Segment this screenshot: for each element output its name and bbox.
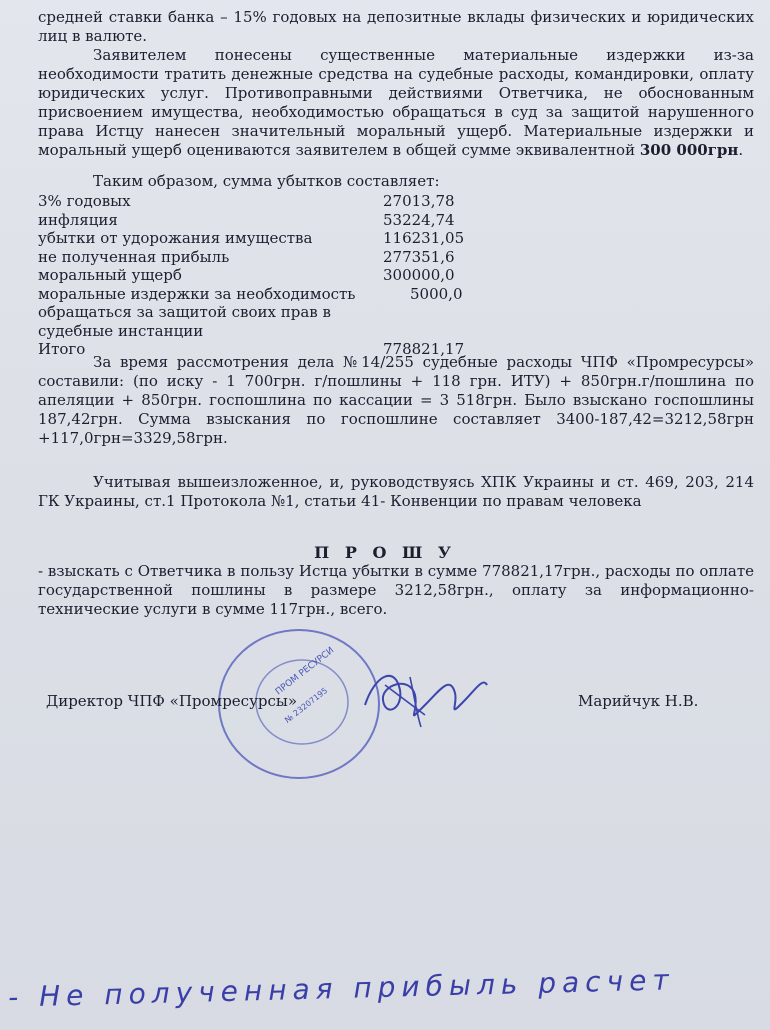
paragraph-legal-basis: Учитывая вышеизложенное, и, руководствуясь ХПК Украины и ст. 469, 203, 214 ГК Украины, ст.1 Протокола №1, статьи 41- Конвенции по правам человека	[38, 473, 754, 510]
expenses-text: Заявителем понесены существенные материальные издержки из-за необходимости тратить денежные средства на судебные расходы, командировки, оплату юридических услуг. Противоправными действиями Ответчика, не обоснованным присвоением имущества, необходимостью обращаться в суд за защитой нарушенного права Истцу нанесен значительный моральный ущерб. Материальные издержки и моральный ущерб оцениваются заявителем в общей сумме эквивалентной	[38, 46, 754, 159]
expenses-end: .	[738, 141, 744, 159]
paragraph-expenses	[38, 46, 754, 160]
paragraph-court-costs	[38, 353, 754, 448]
table-row	[38, 211, 538, 230]
loss-label: моральный ущерб	[38, 266, 182, 284]
paragraph-deposit-rate: средней ставки банка – 15% годовых на депозитные вклады физических и юридических лиц в валюте.	[38, 8, 754, 45]
stamp-inner-text: ПРОМ РЕСУРСИ	[273, 645, 337, 698]
loss-value: 5000,0	[410, 284, 463, 303]
loss-value: 277351,6	[383, 247, 455, 266]
table-row	[38, 248, 538, 267]
director-name: Марийчук Н.В.	[578, 692, 699, 710]
loss-value: 300000,0	[383, 266, 455, 284]
loss-label: 3% годовых	[38, 192, 131, 210]
loss-value: 116231,05	[383, 229, 465, 247]
table-row	[38, 229, 538, 248]
loss-value: 778821,17	[383, 339, 465, 358]
losses-table	[38, 192, 538, 358]
loss-label: убытки от удорожания имущества	[38, 229, 313, 247]
losses-intro: Таким образом, сумма убытков составляет:	[93, 172, 440, 190]
loss-value: 27013,78	[383, 192, 455, 210]
request-title: П Р О Ш У	[314, 543, 456, 562]
loss-label: моральные издержки за необходимость обращаться за защитой своих прав в судебные инстанции	[38, 284, 356, 340]
request-text: - взыскать с Ответчика в пользу Истца убытки в сумме 778821,17грн., расходы по оплате государственной пошлины в размере 3212,58грн., оплату за информационно-технические услуги в сумме 117грн., всего.	[38, 562, 754, 618]
table-row	[38, 266, 538, 285]
stamp-code: № 23207195	[283, 685, 330, 725]
court-costs-detail: (по иску - 1 700грн. г/пошлины + 118 грн. ИТУ) + 850грн.г/пошлина по апеляции + 850грн. госпошлина по кассации = 3 518грн. Было взыскано госпошлины 187,42грн. Сумма взыскания по госпошлине составляет 3400-187,42=3212,58грн +117,0грн=3329,58грн.	[38, 372, 754, 447]
table-row	[38, 192, 538, 211]
director-label: Директор ЧПФ «Промресурсы»	[46, 692, 298, 710]
loss-label: не полученная прибыль	[38, 247, 230, 266]
handwritten-note: - Не полученная прибыль расчет	[7, 963, 676, 1014]
table-row	[38, 285, 538, 340]
loss-label: инфляция	[38, 210, 118, 229]
loss-label: Итого	[38, 339, 86, 358]
signature-scribble	[355, 655, 495, 735]
court-costs-intro: За время рассмотрения дела №14/255 судебные расходы ЧПФ «Промресурсы» составили:	[38, 353, 754, 390]
loss-value: 53224,74	[383, 210, 455, 229]
expenses-amount: 300 000грн	[639, 141, 739, 159]
